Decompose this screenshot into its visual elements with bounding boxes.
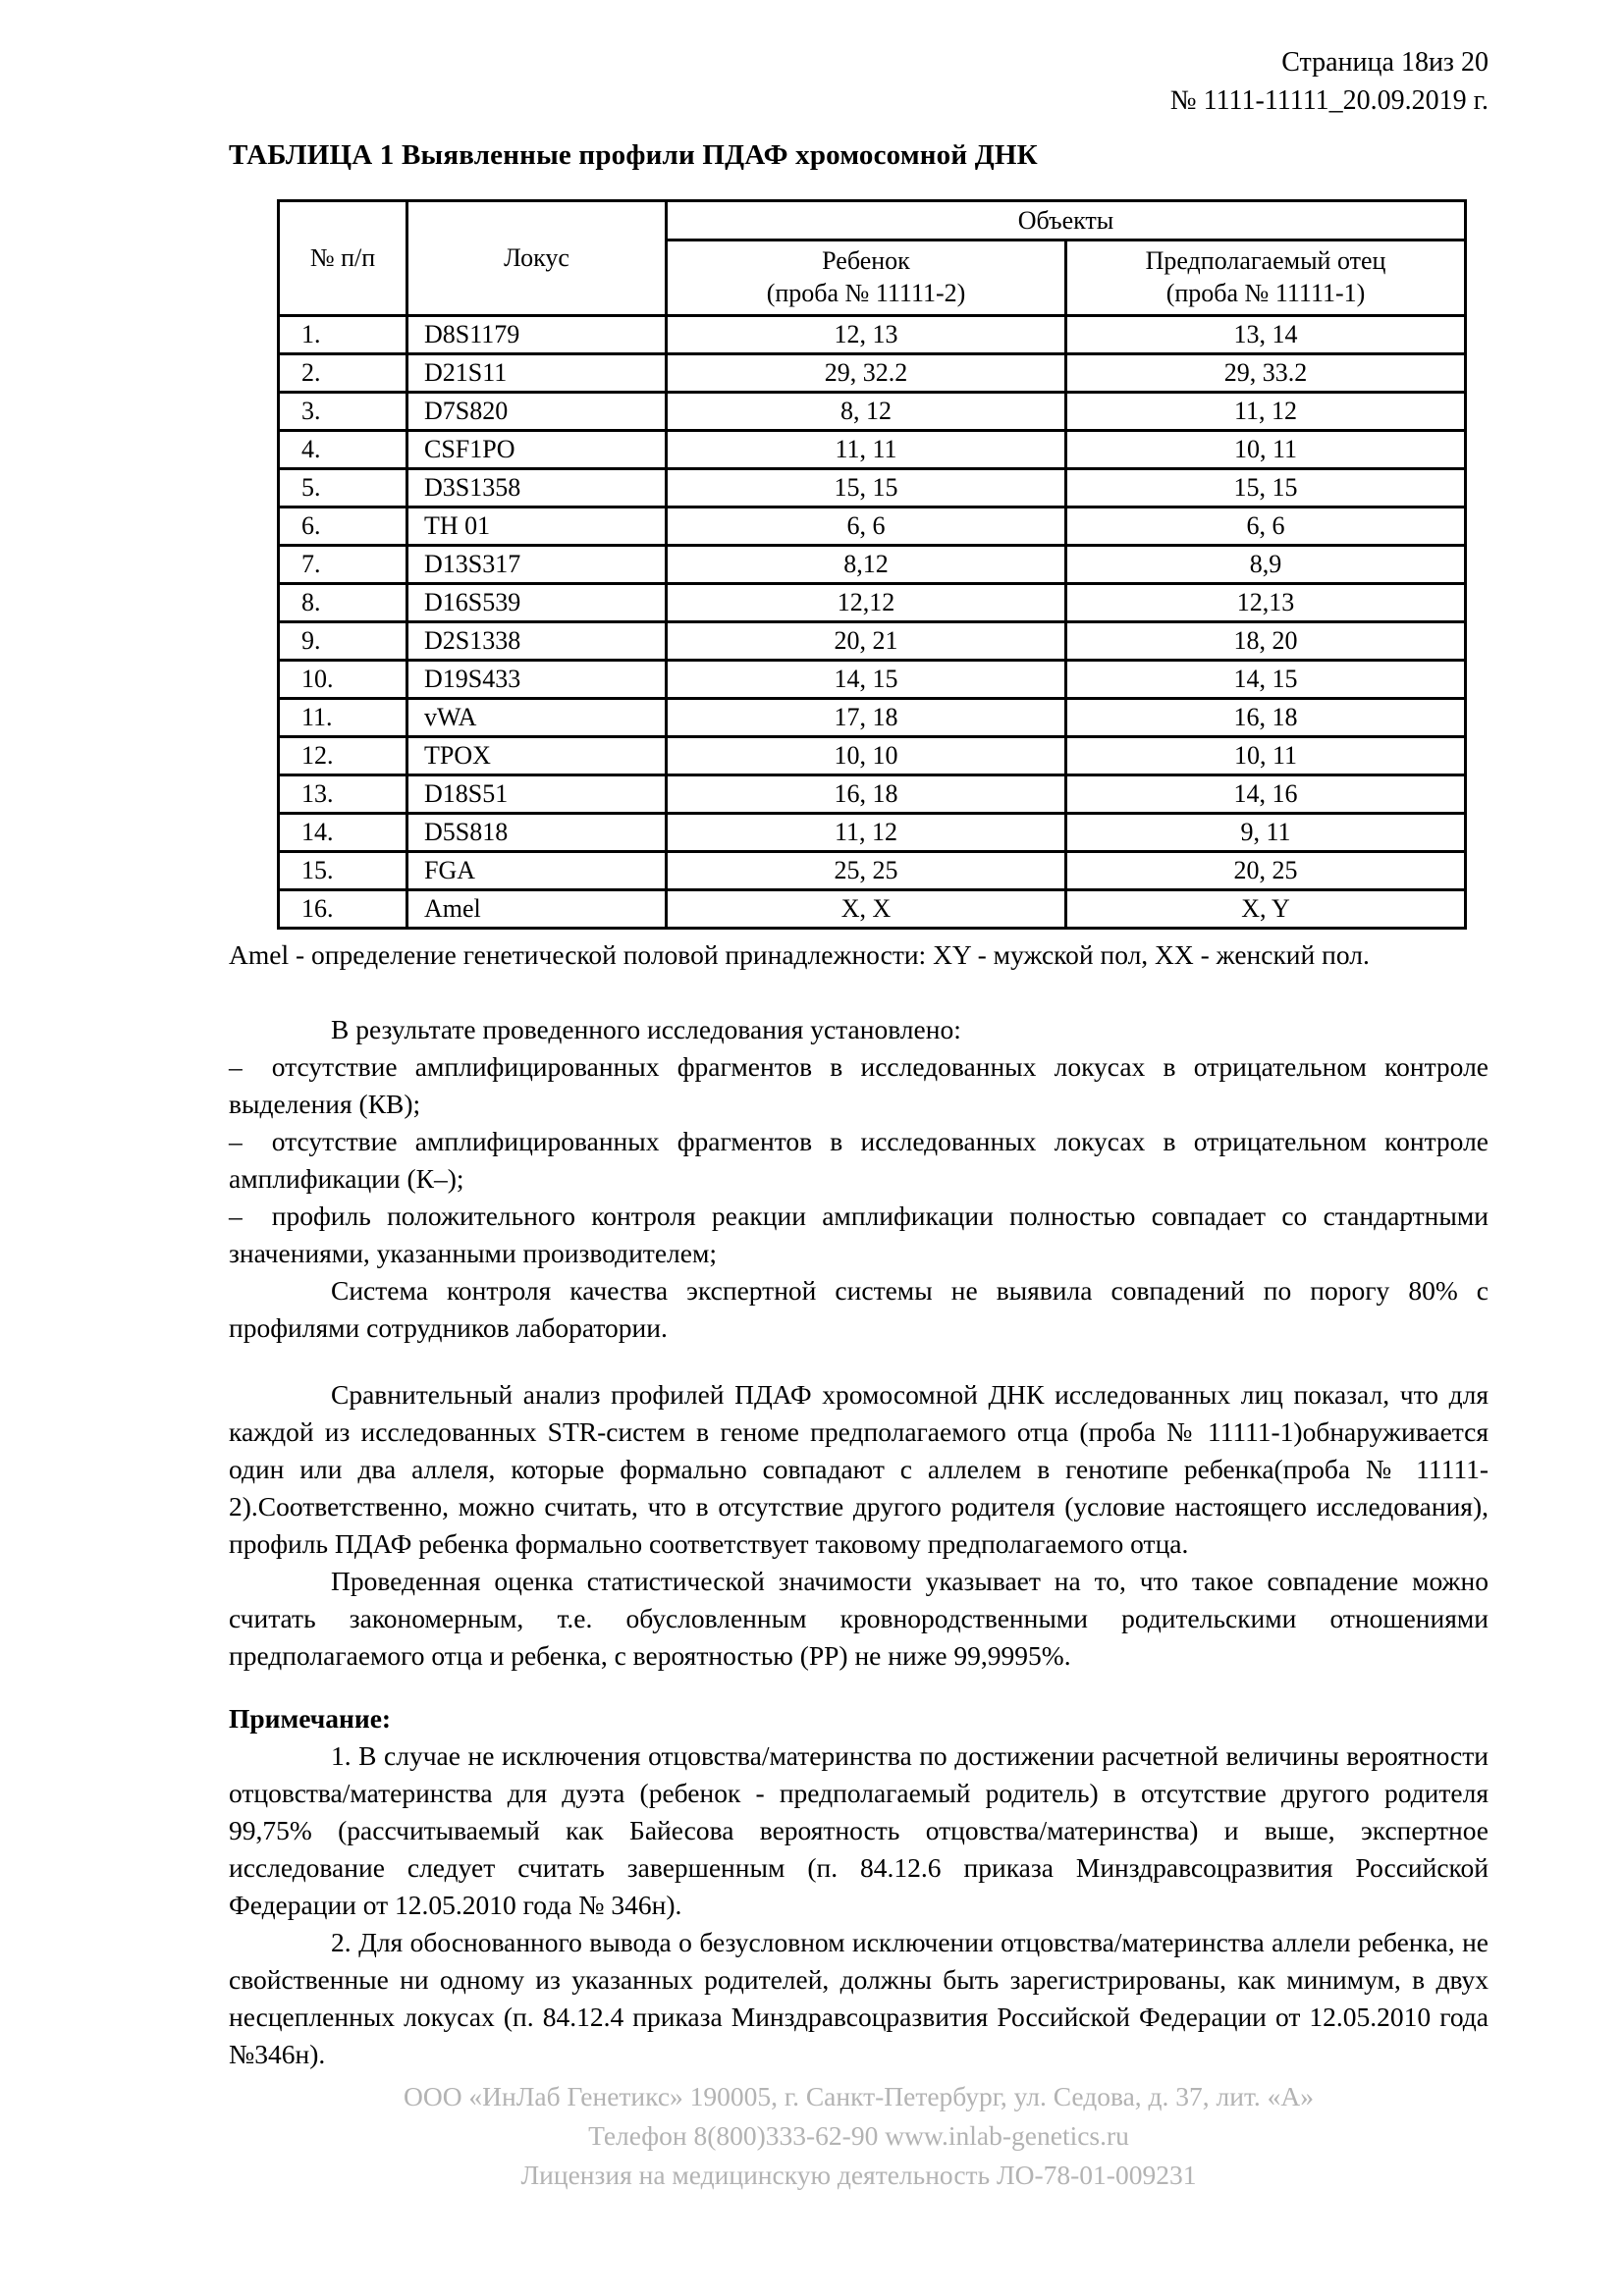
cell-locus: D2S1338: [407, 622, 667, 661]
table-row: [279, 316, 1466, 354]
cell-father: 13, 14: [1066, 316, 1466, 354]
cell-locus: FGA: [407, 852, 667, 890]
cell-father: 20, 25: [1066, 852, 1466, 890]
cell-child: 16, 18: [667, 775, 1066, 814]
cell-num: 7.: [279, 546, 407, 584]
cell-locus: D19S433: [407, 661, 667, 699]
table-row: [279, 393, 1466, 431]
list-item-text: отсутствие амплифицированных фрагментов в исследованных локусах в отрицательном контроле амплификации (К–);: [229, 1126, 1489, 1194]
notes-heading: Примечание:: [229, 1703, 392, 1734]
cell-locus: D3S1358: [407, 469, 667, 507]
cell-father: 10, 11: [1066, 737, 1466, 775]
cell-father: 16, 18: [1066, 699, 1466, 737]
dash-marker: –: [229, 1051, 243, 1082]
cell-father: 14, 15: [1066, 661, 1466, 699]
note-1: 1. В случае не исключения отцовства/материнства по достижении расчетной величины вероятности отцовства/материнства для дуэта (ребенок - предполагаемый родитель) в отсутствие другого родителя 99,75% (рассчитываемый как Байесова вероятность отцовства/материнства) и выше, экспертное исследование следует считать завершенным (п. 84.12.6 приказа Минздравсоцразвития Российской Федерации от 12.05.2010 года № 346н).: [229, 1740, 1489, 1920]
table-row: [279, 546, 1466, 584]
page-number: Страница 18из 20: [1281, 47, 1489, 78]
cell-num: 8.: [279, 584, 407, 622]
table-row: [279, 469, 1466, 507]
cell-locus: CSF1PO: [407, 431, 667, 469]
cell-num: 12.: [279, 737, 407, 775]
page-footer: [229, 2077, 1489, 2195]
analysis-paragraph-1: Сравнительный анализ профилей ПДАФ хромосомной ДНК исследованных лиц показал, что для каждой из исследованных STR-систем в геноме предполагаемого отца (проба № 11111-1)обнаруживается один или два аллеля, которые формально совпадают с аллелем в генотипе ребенка(проба № 11111-2).Соответственно, можно считать, что в отсутствие другого родителя (условие настоящего исследования), профиль ПДАФ ребенка формально соответствует таковому предполагаемого отца.: [229, 1379, 1489, 1559]
cell-child: 6, 6: [667, 507, 1066, 546]
cell-locus: Amel: [407, 890, 667, 929]
header-child: [667, 240, 1066, 316]
cell-num: 13.: [279, 775, 407, 814]
document-number: № 1111-11111_20.09.2019 г.: [1169, 85, 1489, 116]
results-list: [229, 1048, 1489, 1272]
table-head: [279, 201, 1466, 316]
header-father-line1: Предполагаемый отец: [1145, 246, 1386, 275]
cell-locus: D13S317: [407, 546, 667, 584]
table-row: [279, 354, 1466, 393]
table-title: ТАБЛИЦА 1 Выявленные профили ПДАФ хромосомной ДНК: [229, 139, 1038, 171]
cell-father: 14, 16: [1066, 775, 1466, 814]
analysis-paragraph-2: Проведенная оценка статистической значимости указывает на то, что такое совпадение можно считать закономерным, т.е. обусловленным кровнородственными родительскими отношениями предполагаемого отца и ребенка, с вероятностью (РР) не ниже 99,9995%.: [229, 1566, 1489, 1671]
cell-num: 1.: [279, 316, 407, 354]
cell-locus: D18S51: [407, 775, 667, 814]
table-header-row-1: [279, 201, 1466, 240]
cell-num: 16.: [279, 890, 407, 929]
cell-father: 8,9: [1066, 546, 1466, 584]
list-item: [229, 1123, 1489, 1198]
cell-num: 14.: [279, 814, 407, 852]
list-item: [229, 1048, 1489, 1123]
table-row: [279, 852, 1466, 890]
cell-child: 14, 15: [667, 661, 1066, 699]
cell-child: 29, 32.2: [667, 354, 1066, 393]
cell-locus: vWA: [407, 699, 667, 737]
cell-child: 25, 25: [667, 852, 1066, 890]
cell-father: 6, 6: [1066, 507, 1466, 546]
cell-child: 10, 10: [667, 737, 1066, 775]
cell-locus: D5S818: [407, 814, 667, 852]
cell-father: 29, 33.2: [1066, 354, 1466, 393]
table-row: [279, 622, 1466, 661]
header-child-line2: (проба № 11111-2): [766, 279, 966, 307]
list-item-text: отсутствие амплифицированных фрагментов в исследованных локусах в отрицательном контроле выделения (КВ);: [229, 1051, 1489, 1119]
footer-phone-site: Телефон 8(800)333-62-90 www.inlab-genetics.ru: [588, 2120, 1129, 2151]
cell-father: 9, 11: [1066, 814, 1466, 852]
header-locus: Локус: [407, 201, 667, 316]
cell-child: 15, 15: [667, 469, 1066, 507]
cell-locus: D16S539: [407, 584, 667, 622]
cell-num: 11.: [279, 699, 407, 737]
cell-locus: D7S820: [407, 393, 667, 431]
cell-num: 6.: [279, 507, 407, 546]
dash-marker: –: [229, 1126, 243, 1156]
list-item-text: профиль положительного контроля реакции амплификации полностью совпадает со стандартными значениями, указанными производителем;: [229, 1201, 1489, 1268]
table-row: [279, 507, 1466, 546]
cell-child: X, X: [667, 890, 1066, 929]
results-intro: В результате проведенного исследования установлено:: [331, 1014, 961, 1044]
header-child-line1: Ребенок: [822, 246, 910, 275]
cell-num: 9.: [279, 622, 407, 661]
table-row: [279, 814, 1466, 852]
cell-locus: TPOX: [407, 737, 667, 775]
cell-father: 11, 12: [1066, 393, 1466, 431]
table-row: [279, 890, 1466, 929]
cell-child: 11, 11: [667, 431, 1066, 469]
cell-child: 8, 12: [667, 393, 1066, 431]
header-father-line2: (проба № 11111-1): [1165, 279, 1366, 307]
cell-child: 17, 18: [667, 699, 1066, 737]
quality-note: Система контроля качества экспертной системы не выявила совпадений по порогу 80% с профилями сотрудников лаборатории.: [229, 1275, 1489, 1343]
dash-marker: –: [229, 1201, 243, 1231]
cell-num: 15.: [279, 852, 407, 890]
cell-father: X, Y: [1066, 890, 1466, 929]
note-2: 2. Для обоснованного вывода о безусловном исключении отцовства/материнства аллели ребенка, не свойственные ни одному из указанных родителей, должны быть зарегистрированы, как минимум, в двух несцепленных локусах (п. 84.12.4 приказа Минздравсоцразвития Российской Федерации от 12.05.2010 года №346н).: [229, 1927, 1489, 2069]
header-father: [1066, 240, 1466, 316]
footer-license: Лицензия на медицинскую деятельность ЛО-78-01-009231: [520, 2160, 1197, 2190]
cell-num: 2.: [279, 354, 407, 393]
table-row: [279, 661, 1466, 699]
cell-locus: D8S1179: [407, 316, 667, 354]
dna-profiles-table: [277, 199, 1467, 930]
cell-num: 10.: [279, 661, 407, 699]
cell-child: 12, 13: [667, 316, 1066, 354]
cell-child: 11, 12: [667, 814, 1066, 852]
cell-father: 12,13: [1066, 584, 1466, 622]
cell-father: 15, 15: [1066, 469, 1466, 507]
header-num: № п/п: [279, 201, 407, 316]
table-body: [279, 316, 1466, 929]
table-row: [279, 775, 1466, 814]
header-objects: Объекты: [667, 201, 1466, 240]
cell-num: 5.: [279, 469, 407, 507]
amel-note: Amel - определение генетической половой принадлежности: XY - мужской пол, XX - женский пол.: [229, 939, 1370, 970]
cell-locus: TH 01: [407, 507, 667, 546]
table-row: [279, 737, 1466, 775]
table-row: [279, 431, 1466, 469]
cell-num: 3.: [279, 393, 407, 431]
table-row: [279, 699, 1466, 737]
cell-locus: D21S11: [407, 354, 667, 393]
list-item: [229, 1198, 1489, 1272]
table-row: [279, 584, 1466, 622]
footer-company: ООО «ИнЛаб Генетикс» 190005, г. Санкт-Петербург, ул. Седова, д. 37, лит. «А»: [403, 2081, 1315, 2111]
page-header: [229, 43, 1489, 120]
cell-child: 8,12: [667, 546, 1066, 584]
cell-child: 20, 21: [667, 622, 1066, 661]
cell-num: 4.: [279, 431, 407, 469]
cell-father: 10, 11: [1066, 431, 1466, 469]
cell-child: 12,12: [667, 584, 1066, 622]
cell-father: 18, 20: [1066, 622, 1466, 661]
